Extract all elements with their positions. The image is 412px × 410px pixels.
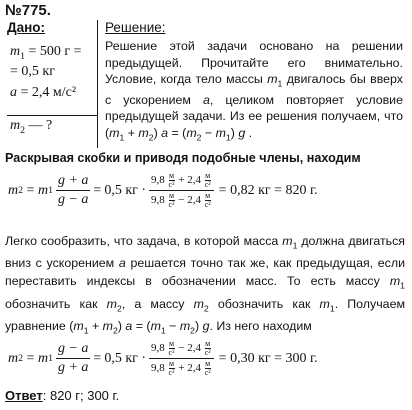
problem-number: №775.: [5, 2, 51, 19]
solution-text: Решение этой задачи основано на решении предыдущей. Прочитайте его внимательно. Условие, когда тело массы $m_1$ двигалось бы вверх с ускорением a, целиком повторяет условие предыдущей задачи. Из ее решения получаем, что $(m_1 + m_2) a = (m_2 - m_1)$ g .: [105, 39, 403, 143]
answer-line: [5, 388, 119, 403]
answer-label: Ответ: [5, 388, 43, 403]
solution-heading: Решение:: [105, 20, 166, 35]
equation-2: m 2 = m 1 $\frac{g - a}{g + a}$ = 0,5 кг · 9,8 $\frac{м}{\text{с²}}$ − 2,4 $\frac{м}{\text{с²}}$ 9,8 $\frac{м}{\text{с²}}$ + 2,4 $\frac{м}{\text{с²}}$ = 0,30 кг = 300 г.: [8, 339, 318, 377]
given-vertical-divider: [97, 20, 98, 148]
given-heading: Дано:: [7, 20, 46, 35]
equation-1: m 2 = m 1 $\frac{g + a}{g - a}$ = 0,5 кг · 9,8 $\frac{м}{\text{с²}}$ + 2,4 $\frac{м}{\text{с²}}$ 9,8 $\frac{м}{\text{с²}}$ − 2,4 $\frac{м}{\text{с²}}$ = 0,82 кг = 820 г.: [8, 171, 318, 209]
given-mass-kg: = 0,5 кг: [10, 64, 55, 79]
given-mass: $m_1 = 500$ г =: [10, 44, 82, 62]
given-unknown: $m_2$ — ?: [10, 118, 53, 136]
answer-value: : 820 г; 300 г.: [42, 388, 120, 403]
explanation-paragraph: Легко сообразить, что задача, в которой масса $m_1$ должна двигаться вниз с ускорением a решается точно так же, как предыдущая, если переставить индексы в обозначении масс. То есть массу $m_1$ обозначить как $m_2$, а массу $m_2$ обозначить как $m_1$. Получаем уравнение $(m_1 + m_2) a = (m_1 - m_2)$ g. Из него находим: [5, 234, 406, 336]
given-acceleration: a = 2,4 м/с²: [10, 85, 77, 100]
given-divider: [7, 115, 97, 116]
expand-line: Раскрывая скобки и приводя подобные члены, находим: [5, 151, 361, 165]
